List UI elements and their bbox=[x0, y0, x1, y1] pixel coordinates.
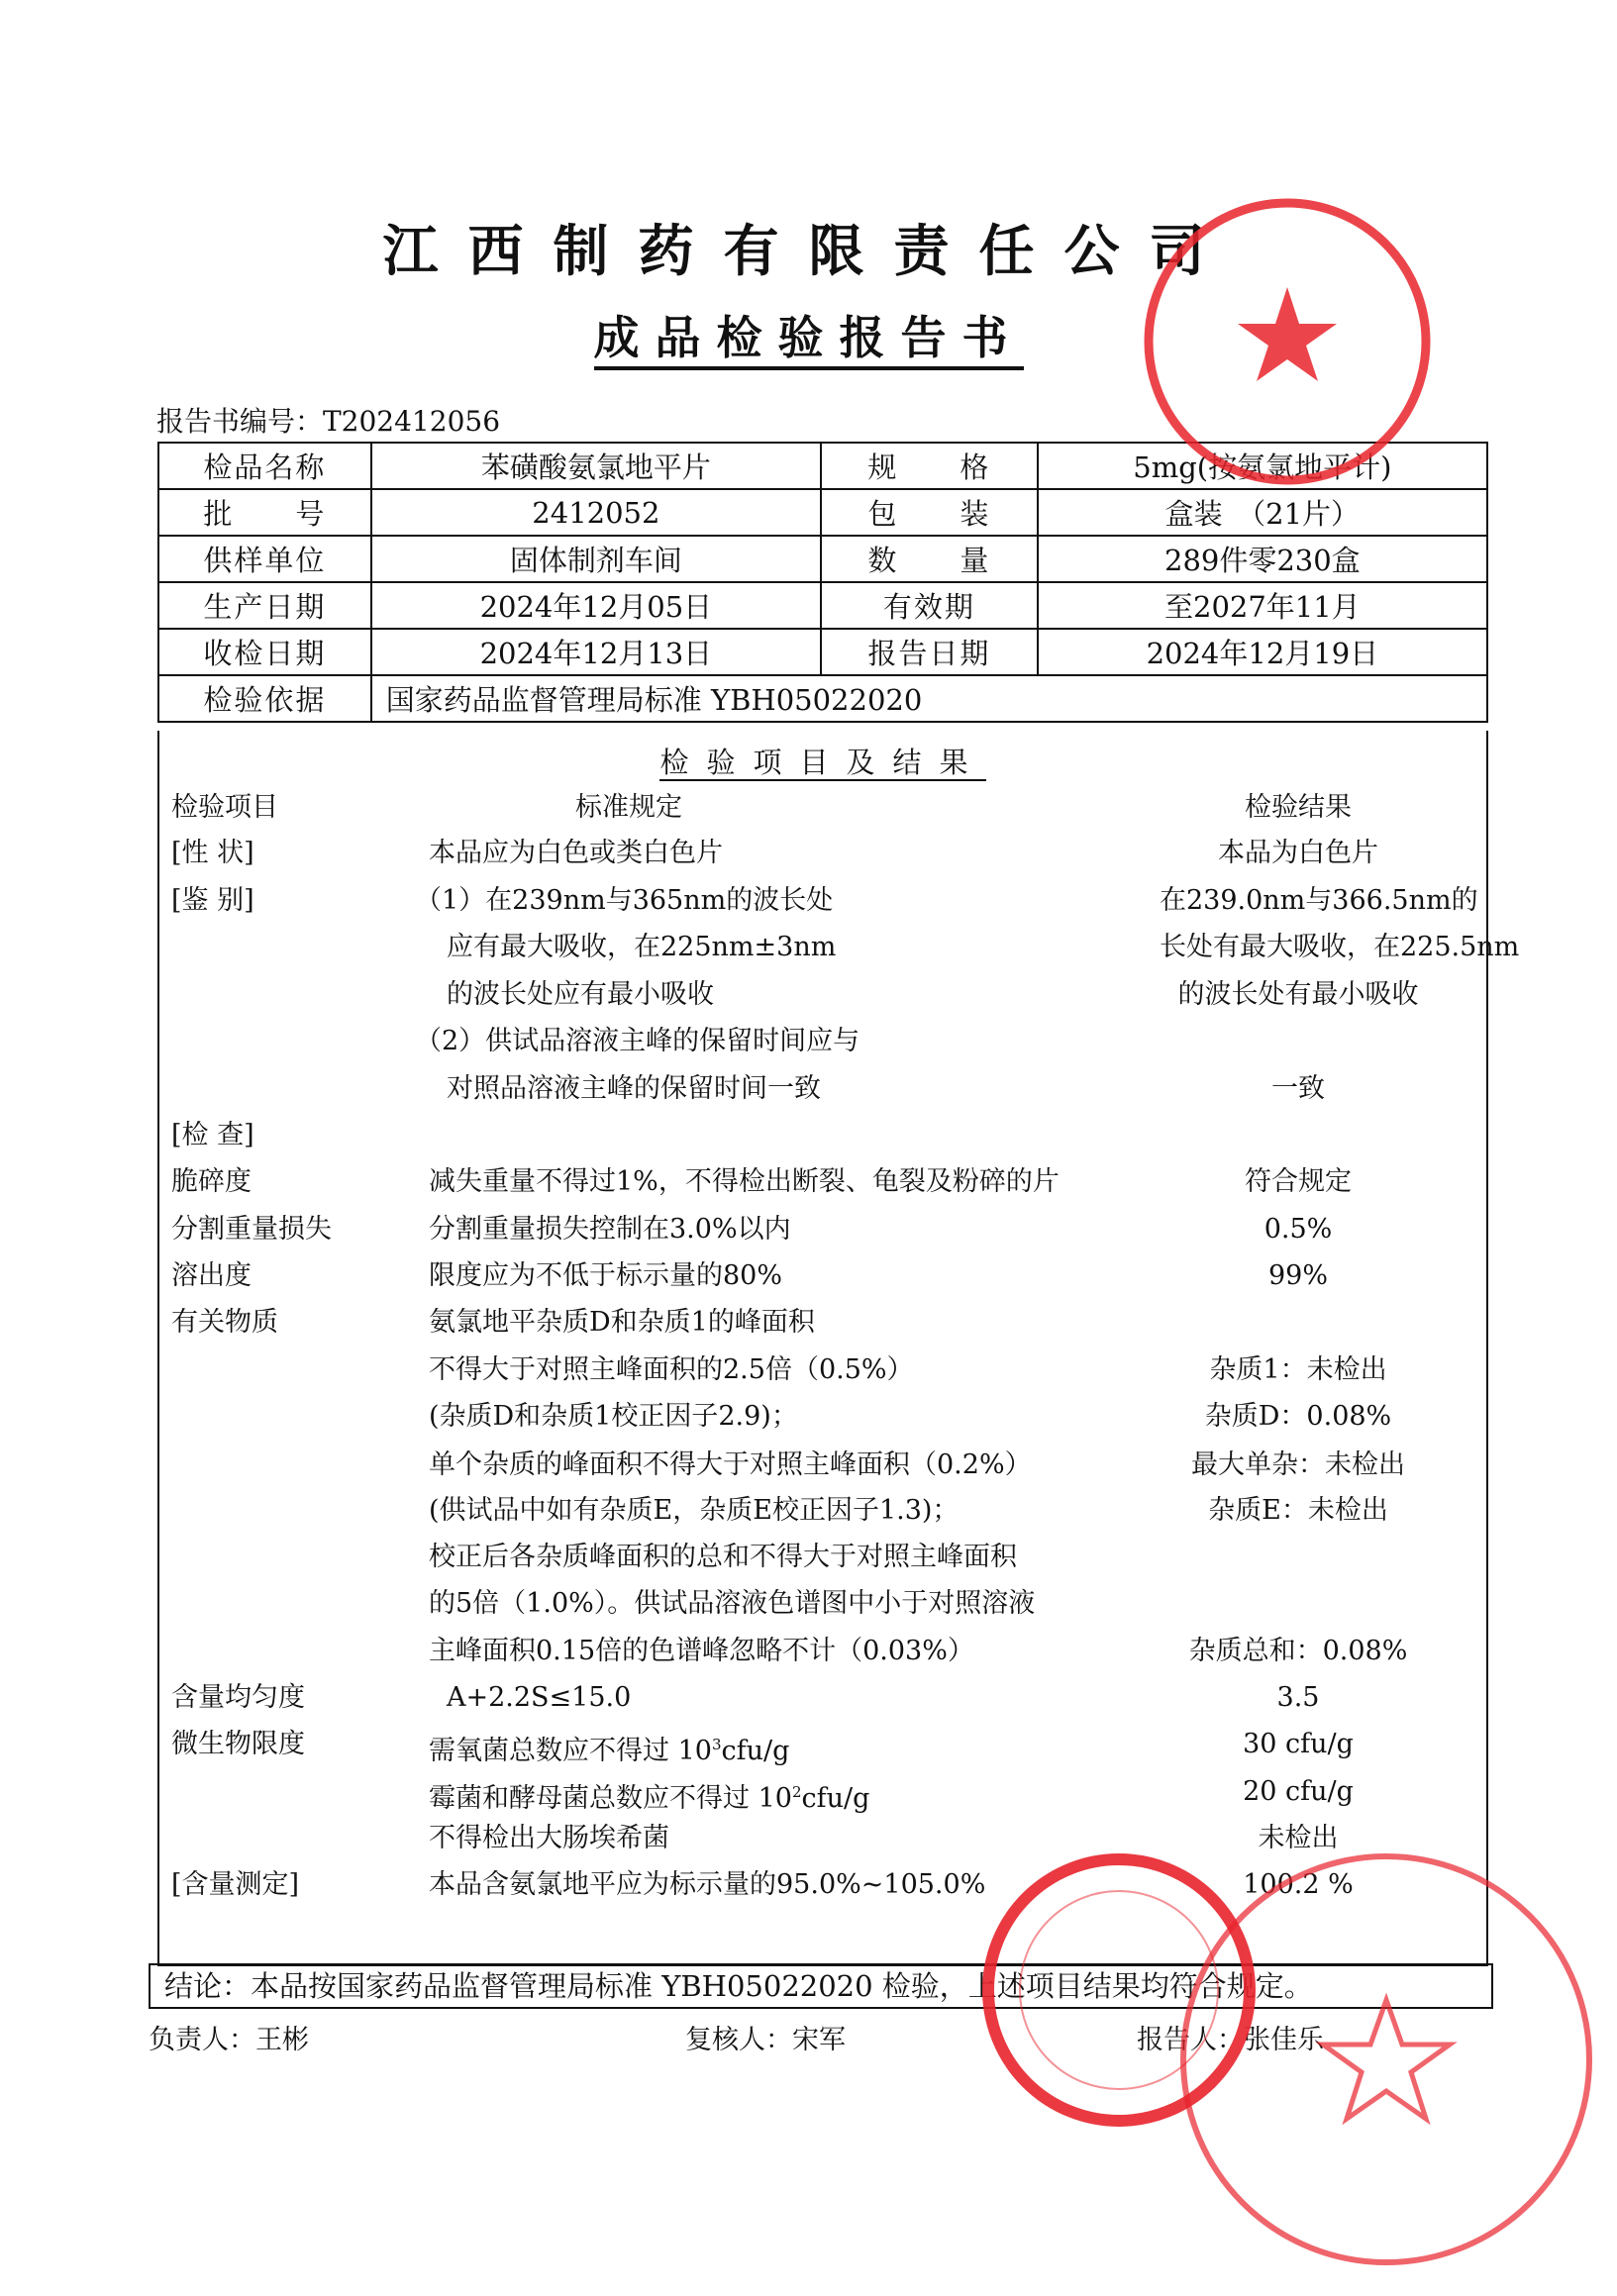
info-value: 289件零230盒 bbox=[1038, 536, 1487, 582]
signature-reviewer: 复核人：宋军 bbox=[685, 2025, 846, 2055]
result-standard: 减失重量不得过1%，不得检出断裂、龟裂及粉碎的片 bbox=[429, 1166, 1060, 1197]
result-standard: 应有最大吸收，在225nm±3nm bbox=[447, 932, 837, 962]
info-label: 批 号 bbox=[158, 489, 371, 536]
result-item: 脆碎度 bbox=[171, 1166, 252, 1197]
result-value: 20 cfu/g bbox=[1243, 1776, 1354, 1807]
result-standard: 单个杂质的峰面积不得大于对照主峰面积（0.2%） bbox=[429, 1449, 1032, 1480]
signature-reporter: 报告人：张佳乐 bbox=[1137, 2025, 1324, 2055]
result-item: 含量均匀度 bbox=[171, 1682, 305, 1713]
result-standard-part: 2 bbox=[791, 1783, 802, 1801]
info-value: 2024年12月13日 bbox=[371, 629, 821, 675]
result-standard: 的波长处应有最小吸收 bbox=[447, 979, 714, 1010]
result-row bbox=[159, 1395, 1486, 1439]
result-row bbox=[159, 1630, 1486, 1673]
result-standard-part: cfu/g bbox=[721, 1736, 790, 1766]
column-header-standard: 标准规定 bbox=[575, 792, 682, 823]
result-row bbox=[159, 1254, 1486, 1298]
result-standard: 的5倍（1.0%）。供试品溶液色谱图中小于对照溶液 bbox=[429, 1588, 1036, 1619]
result-row bbox=[159, 1723, 1486, 1766]
result-row bbox=[159, 1020, 1486, 1063]
result-row bbox=[159, 1348, 1486, 1392]
results-title bbox=[159, 741, 1486, 781]
result-value: 本品为白色片 bbox=[1218, 838, 1378, 868]
result-row bbox=[159, 973, 1486, 1017]
result-value: 长处有最大吸收，在225.5nm bbox=[1160, 932, 1520, 962]
info-value: 盒装 （21片） bbox=[1038, 489, 1487, 536]
result-standard: 不得大于对照主峰面积的2.5倍（0.5%） bbox=[429, 1354, 914, 1385]
result-standard: A+2.2S≤15.0 bbox=[447, 1682, 632, 1713]
result-standard-part: 3 bbox=[711, 1736, 722, 1753]
result-value: 杂质1：未检出 bbox=[1209, 1354, 1387, 1385]
info-value: 苯磺酸氨氯地平片 bbox=[371, 443, 821, 489]
report-number: 报告书编号：T202412056 bbox=[156, 405, 501, 438]
result-item: 有关物质 bbox=[171, 1307, 278, 1338]
info-row-basis bbox=[158, 675, 1487, 722]
info-label: 规 格 bbox=[821, 443, 1038, 489]
info-label: 数 量 bbox=[821, 536, 1038, 582]
result-row bbox=[159, 1160, 1486, 1204]
results-title-text: 检验项目及结果 bbox=[659, 746, 986, 779]
result-row bbox=[159, 1114, 1486, 1157]
conclusion: 结论：本品按国家药品监督管理局标准 YBH05022020 检验，上述项目结果均符合规定。 bbox=[149, 1963, 1493, 2009]
report-title-text: 成品检验报告书 bbox=[594, 311, 1024, 370]
result-standard: 本品含氨氯地平应为标示量的95.0%~105.0% bbox=[429, 1869, 986, 1900]
info-value: 2412052 bbox=[371, 489, 821, 536]
result-standard: 主峰面积0.15倍的色谱峰忽略不计（0.03%） bbox=[429, 1636, 974, 1666]
column-header-result: 检验结果 bbox=[1245, 792, 1352, 823]
info-label: 包 装 bbox=[821, 489, 1038, 536]
result-value: 0.5% bbox=[1263, 1214, 1333, 1245]
result-standard bbox=[429, 1723, 789, 1773]
info-label: 生产日期 bbox=[158, 582, 371, 629]
info-label: 收检日期 bbox=[158, 629, 371, 675]
result-row bbox=[159, 1582, 1486, 1626]
result-value: 杂质E：未检出 bbox=[1208, 1495, 1388, 1526]
result-standard: 分割重量损失控制在3.0%以内 bbox=[429, 1214, 791, 1245]
company-name: 江西制药有限责任公司 bbox=[382, 220, 1235, 284]
result-standard-part: cfu/g bbox=[801, 1783, 870, 1814]
result-item: [性 状] bbox=[171, 838, 254, 868]
results-section bbox=[157, 731, 1520, 1966]
info-value: 5mg(按氨氯地平计) bbox=[1038, 443, 1487, 489]
info-value: 2024年12月19日 bbox=[1038, 629, 1487, 675]
result-row bbox=[159, 926, 1520, 969]
signature-responsible: 负责人：王彬 bbox=[149, 2025, 309, 2055]
info-value: 国家药品监督管理局标准 YBH05022020 bbox=[371, 675, 1487, 722]
info-row bbox=[158, 582, 1487, 629]
info-label: 供样单位 bbox=[158, 536, 371, 582]
result-item: [检 查] bbox=[171, 1120, 254, 1150]
result-standard: 对照品溶液主峰的保留时间一致 bbox=[447, 1073, 821, 1104]
result-value: 杂质总和：0.08% bbox=[1188, 1636, 1408, 1666]
result-row bbox=[159, 1301, 1486, 1345]
stamp-qc-seal bbox=[1168, 1842, 1604, 2277]
result-standard-part: 需氧菌总数应不得过 10 bbox=[429, 1736, 712, 1766]
info-label: 检品名称 bbox=[158, 443, 371, 489]
result-standard: (杂质D和杂质1校正因子2.9)； bbox=[429, 1401, 798, 1432]
result-value: 最大单杂：未检出 bbox=[1191, 1449, 1405, 1480]
result-row bbox=[159, 1208, 1486, 1251]
result-row bbox=[159, 832, 1486, 875]
result-item: 微生物限度 bbox=[171, 1729, 305, 1759]
result-standard bbox=[429, 1770, 869, 1821]
result-standard: （1）在239nm与365nm的波长处 bbox=[415, 885, 834, 916]
result-standard: 限度应为不低于标示量的80% bbox=[429, 1260, 783, 1291]
result-value: 符合规定 bbox=[1245, 1166, 1352, 1197]
result-item: [鉴 别] bbox=[171, 885, 254, 916]
result-standard: （2）供试品溶液主峰的保留时间应与 bbox=[415, 1026, 860, 1056]
info-label: 检验依据 bbox=[158, 675, 371, 722]
result-row bbox=[159, 879, 1486, 923]
result-standard: 校正后各杂质峰面积的总和不得大于对照主峰面积 bbox=[429, 1542, 1017, 1572]
stamp-inspection-seal bbox=[1139, 193, 1436, 490]
result-standard: 氨氯地平杂质D和杂质1的峰面积 bbox=[429, 1307, 815, 1338]
result-value: 在239.0nm与366.5nm的 bbox=[1160, 885, 1478, 916]
results-header-row bbox=[159, 786, 1486, 830]
result-value: 100.2 % bbox=[1243, 1869, 1354, 1900]
info-row bbox=[158, 489, 1487, 536]
result-standard: 本品应为白色或类白色片 bbox=[429, 838, 723, 868]
result-row bbox=[159, 1444, 1486, 1487]
info-label: 报告日期 bbox=[821, 629, 1038, 675]
result-row bbox=[159, 1067, 1486, 1111]
result-value: 一致 bbox=[1271, 1073, 1325, 1104]
result-value: 99% bbox=[1267, 1260, 1328, 1291]
result-item: 分割重量损失 bbox=[171, 1214, 332, 1245]
result-row bbox=[159, 1676, 1486, 1720]
result-row bbox=[159, 1536, 1486, 1579]
result-standard: 不得检出大肠埃希菌 bbox=[429, 1823, 669, 1853]
result-value: 3.5 bbox=[1276, 1682, 1320, 1713]
result-standard-part: 霉菌和酵母菌总数应不得过 10 bbox=[429, 1783, 792, 1814]
result-value: 30 cfu/g bbox=[1243, 1729, 1354, 1759]
result-value: 的波长处有最小吸收 bbox=[1177, 979, 1419, 1010]
info-row bbox=[158, 629, 1487, 675]
info-row bbox=[158, 536, 1487, 582]
result-standard: (供试品中如有杂质E，杂质E校正因子1.3)； bbox=[429, 1495, 960, 1526]
result-value: 杂质D：0.08% bbox=[1204, 1401, 1392, 1432]
result-row bbox=[159, 1489, 1486, 1533]
info-value: 至2027年11月 bbox=[1038, 582, 1487, 629]
result-value: 未检出 bbox=[1258, 1823, 1339, 1853]
result-item: [含量测定] bbox=[171, 1869, 300, 1900]
result-item: 溶出度 bbox=[171, 1260, 252, 1291]
info-value: 固体制剂车间 bbox=[371, 536, 821, 582]
info-label: 有效期 bbox=[821, 582, 1038, 629]
info-value: 2024年12月05日 bbox=[371, 582, 821, 629]
column-header-item: 检验项目 bbox=[171, 792, 278, 823]
result-row bbox=[159, 1770, 1486, 1814]
